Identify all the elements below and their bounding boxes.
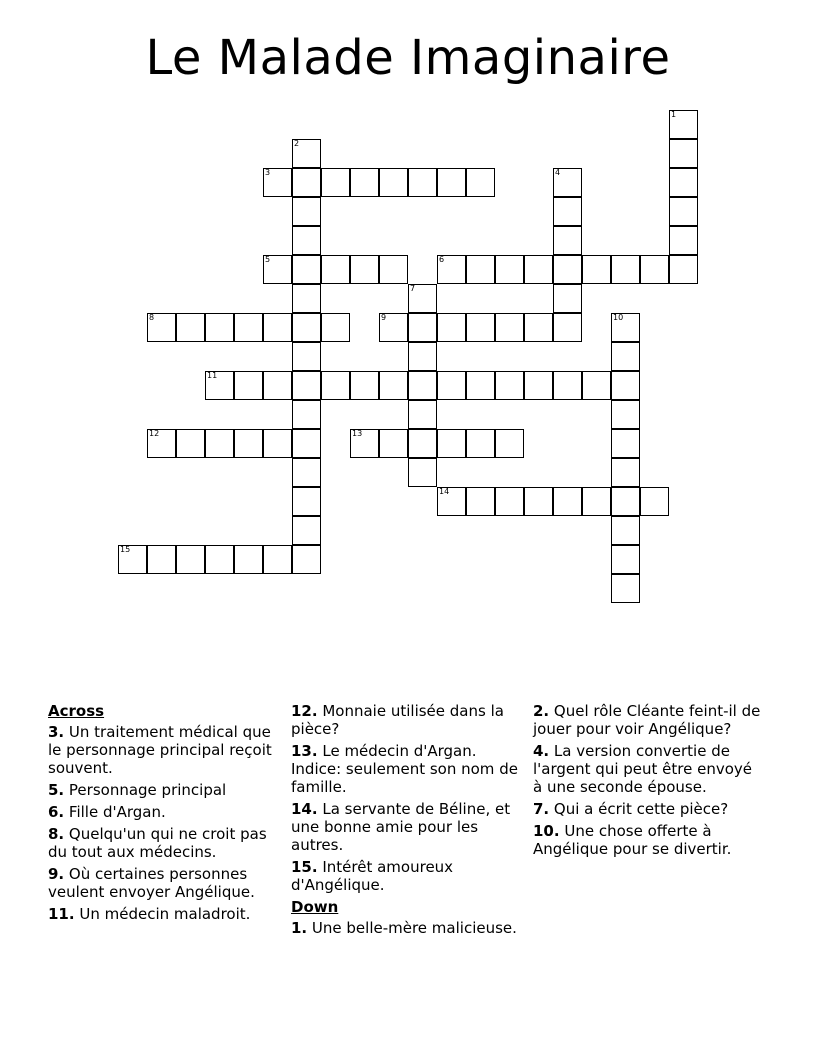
grid-cell[interactable] [524,313,553,342]
grid-cell[interactable] [582,255,611,284]
grid-cell[interactable] [553,487,582,516]
grid-cell[interactable] [437,313,466,342]
clue-number: 8 [149,313,155,322]
grid-cell[interactable] [379,371,408,400]
clue-number: 9 [381,313,387,322]
grid-cell[interactable] [321,168,350,197]
grid-cell[interactable] [437,371,466,400]
grid-cell[interactable] [408,429,437,458]
clue-across-15: 15. Intérêt amoureux d'Angélique. [291,858,454,894]
grid-cell[interactable] [611,255,640,284]
grid-cell[interactable] [524,487,553,516]
clue-across-12: 12. Monnaie utilisée dans la pièce? [291,702,504,738]
grid-cell[interactable] [669,139,698,168]
clue-across-13: 13. Le médecin d'Argan. Indice: seulement son nom de famille. [291,742,518,796]
grid-cell[interactable] [495,255,524,284]
grid-cell[interactable] [147,313,176,342]
grid-cell[interactable] [292,226,321,255]
grid-cell[interactable] [582,487,611,516]
grid-cell[interactable] [292,516,321,545]
grid-cell[interactable] [321,371,350,400]
clues-column-3 [533,702,765,862]
clue-down-7: 7. Qui a écrit cette pièce? [533,800,729,818]
grid-cell[interactable] [292,429,321,458]
grid-cell[interactable] [408,313,437,342]
clue-number: 4 [555,168,561,177]
grid-cell[interactable] [669,197,698,226]
clues-column-1 [48,702,280,927]
clue-number: 1 [671,110,677,119]
grid-cell[interactable] [466,168,495,197]
grid-cell[interactable] [611,458,640,487]
grid-cell[interactable] [495,371,524,400]
grid-cell[interactable] [466,429,495,458]
clue-number: 5 [265,255,271,264]
clue-number: 11 [207,371,218,380]
grid-cell[interactable] [640,255,669,284]
grid-cell[interactable] [408,400,437,429]
grid-cell[interactable] [176,545,205,574]
grid-cell[interactable] [176,429,205,458]
grid-cell[interactable] [437,255,466,284]
across-heading: Across [48,702,105,720]
grid-cell[interactable] [292,168,321,197]
clue-across-5: 5. Personnage principal [48,781,227,799]
grid-cell[interactable] [466,313,495,342]
grid-cell[interactable] [553,255,582,284]
clue-number: 2 [294,139,300,148]
grid-cell[interactable] [553,371,582,400]
grid-cell[interactable] [205,545,234,574]
grid-cell[interactable] [379,255,408,284]
grid-cell[interactable] [437,429,466,458]
grid-cell[interactable] [611,429,640,458]
grid-cell[interactable] [582,371,611,400]
grid-cell[interactable] [205,371,234,400]
grid-cell[interactable] [234,313,263,342]
clue-across-8: 8. Quelqu'un qui ne croit pas du tout aux médecins. [48,825,267,861]
grid-cell[interactable] [495,313,524,342]
grid-cell[interactable] [292,545,321,574]
grid-cell[interactable] [524,371,553,400]
grid-cell[interactable] [495,487,524,516]
clue-across-3: 3. Un traitement médical que le personnage principal reçoit souvent. [48,723,272,777]
grid-cell[interactable] [437,487,466,516]
grid-cell[interactable] [437,168,466,197]
grid-cell[interactable] [408,342,437,371]
grid-cell[interactable] [263,429,292,458]
grid-cell[interactable] [611,400,640,429]
clue-number: 10 [613,313,624,322]
grid-cell[interactable] [408,284,437,313]
clue-down-2: 2. Quel rôle Cléante feint-il de jouer pour voir Angélique? [533,702,761,738]
grid-cell[interactable] [466,487,495,516]
clue-down-4: 4. La version convertie de l'argent qui peut être envoyé à une seconde épouse. [533,742,753,796]
grid-cell[interactable] [553,197,582,226]
grid-cell[interactable] [350,255,379,284]
grid-cell[interactable] [669,226,698,255]
clue-number: 12 [149,429,160,438]
clue-number: 15 [120,545,131,554]
grid-cell[interactable] [176,313,205,342]
grid-cell[interactable] [263,168,292,197]
grid-cell[interactable] [379,313,408,342]
grid-cell[interactable] [292,342,321,371]
grid-cell[interactable] [321,313,350,342]
grid-cell[interactable] [379,168,408,197]
grid-cell[interactable] [292,371,321,400]
grid-cell[interactable] [611,516,640,545]
clue-number: 6 [439,255,445,264]
grid-cell[interactable] [292,284,321,313]
puzzle-title: Le Malade Imaginaire [145,30,671,86]
grid-cell[interactable] [292,139,321,168]
grid-cell[interactable] [292,458,321,487]
clue-across-11: 11. Un médecin maladroit. [48,905,251,923]
grid-cell[interactable] [263,313,292,342]
grid-cell[interactable] [495,429,524,458]
grid-cell[interactable] [292,487,321,516]
grid-cell[interactable] [147,545,176,574]
clue-number: 7 [410,284,416,293]
grid-cell[interactable] [408,371,437,400]
clue-number: 13 [352,429,363,438]
down-heading: Down [291,898,339,916]
grid-cell[interactable] [118,545,147,574]
clue-number: 14 [439,487,450,496]
clue-number: 3 [265,168,271,177]
grid-cell[interactable] [466,371,495,400]
grid-cell[interactable] [350,168,379,197]
clue-across-14: 14. La servante de Béline, et une bonne amie pour les autres. [291,800,511,854]
grid-cell[interactable] [263,371,292,400]
grid-cell[interactable] [321,255,350,284]
grid-cell[interactable] [524,255,553,284]
grid-cell[interactable] [234,371,263,400]
clues-column-2 [291,702,523,941]
grid-cell[interactable] [292,197,321,226]
grid-cell[interactable] [350,429,379,458]
clue-down-1: 1. Une belle-mère malicieuse. [291,919,517,937]
clue-across-6: 6. Fille d'Argan. [48,803,166,821]
grid-cell[interactable] [292,255,321,284]
grid-cell[interactable] [611,574,640,603]
grid-cell[interactable] [669,168,698,197]
grid-cell[interactable] [263,545,292,574]
grid-cell[interactable] [553,168,582,197]
grid-cell[interactable] [408,458,437,487]
grid-cell[interactable] [205,429,234,458]
grid-cell[interactable] [669,255,698,284]
grid-cell[interactable] [553,313,582,342]
grid-cell[interactable] [553,226,582,255]
grid-cell[interactable] [292,400,321,429]
grid-cell[interactable] [205,313,234,342]
grid-cell[interactable] [147,429,176,458]
grid-cell[interactable] [379,429,408,458]
clue-down-10: 10. Une chose offerte à Angélique pour se divertir. [533,822,732,858]
grid-cell[interactable] [350,371,379,400]
grid-cell[interactable] [669,110,698,139]
grid-cell[interactable] [611,371,640,400]
grid-cell[interactable] [611,342,640,371]
grid-cell[interactable] [234,545,263,574]
grid-cell[interactable] [611,487,640,516]
grid-cell[interactable] [408,168,437,197]
grid-cell[interactable] [553,284,582,313]
grid-cell[interactable] [263,255,292,284]
grid-cell[interactable] [640,487,669,516]
grid-cell[interactable] [611,313,640,342]
grid-cell[interactable] [611,545,640,574]
grid-cell[interactable] [466,255,495,284]
clue-across-9: 9. Où certaines personnes veulent envoyer Angélique. [48,865,255,901]
grid-cell[interactable] [234,429,263,458]
grid-cell[interactable] [292,313,321,342]
